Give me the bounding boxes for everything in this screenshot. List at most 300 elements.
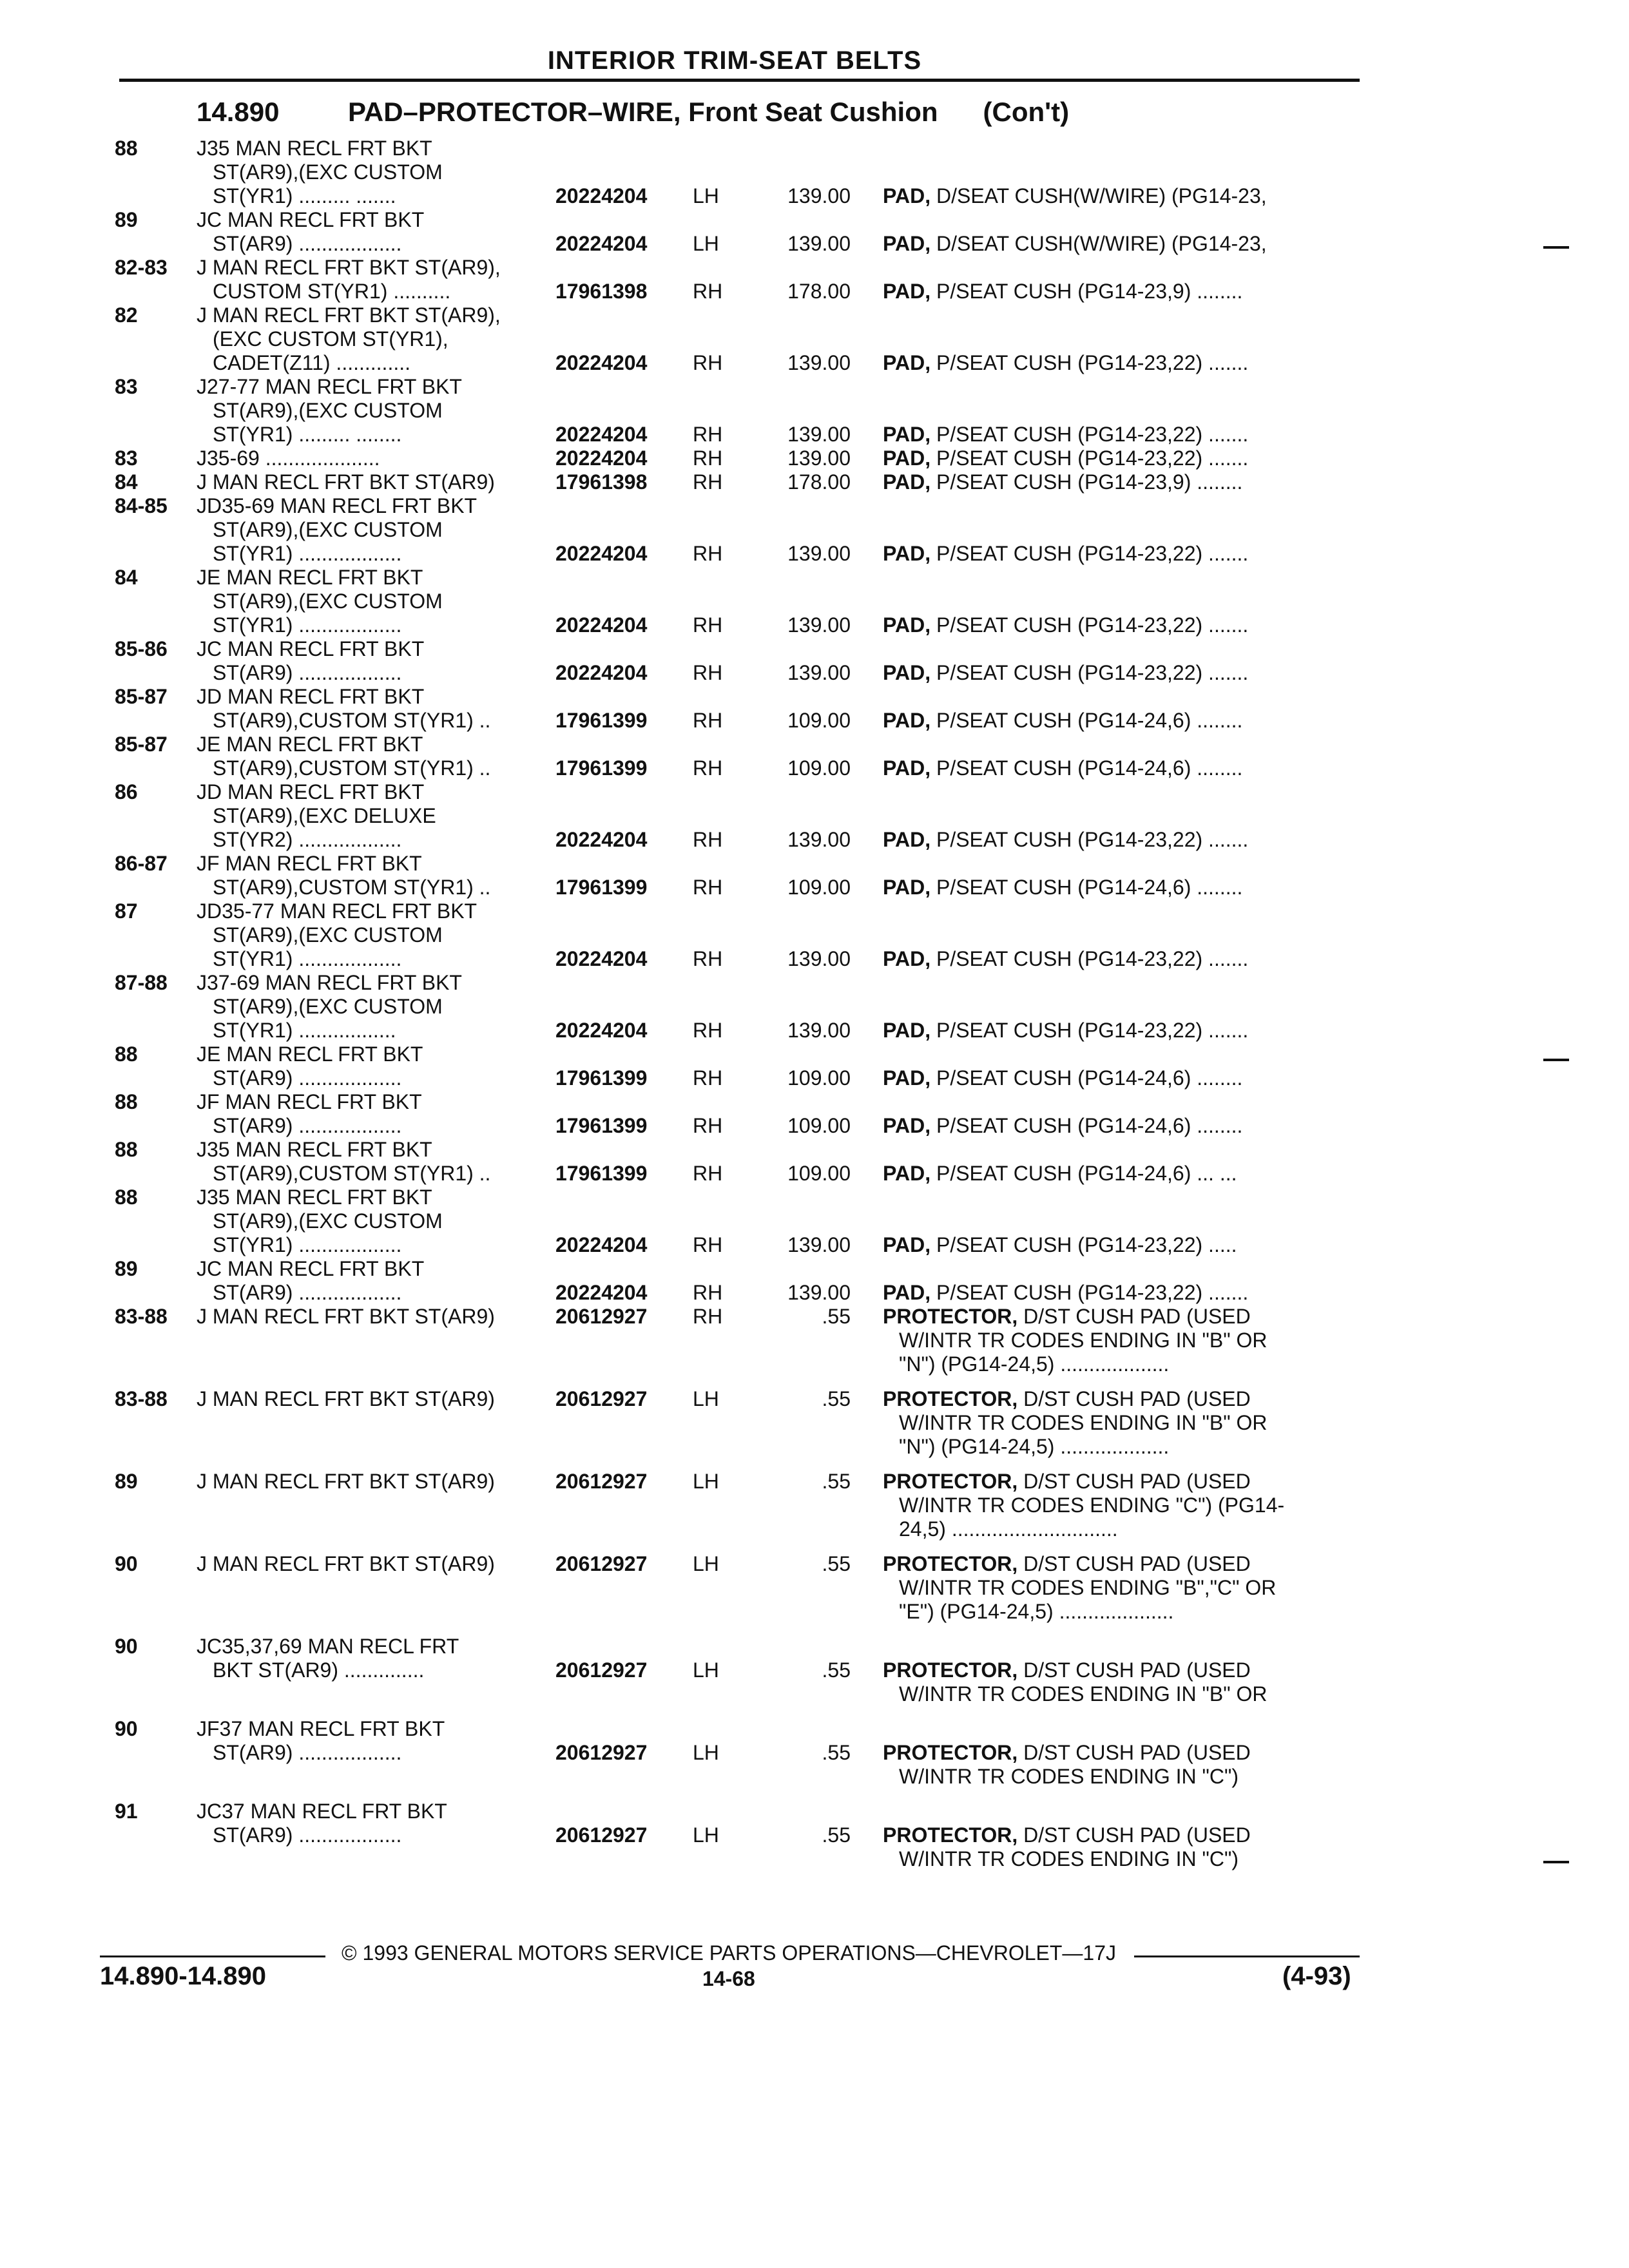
part-description-text: D/ST CUSH PAD (USED [1023, 1823, 1251, 1847]
part-description [899, 1352, 1169, 1376]
entry-line [0, 1658, 1629, 1682]
part-number: 20612927 [555, 1387, 648, 1410]
part-name: PROTECTOR, [883, 1305, 1018, 1328]
parts-entry [0, 1043, 1629, 1090]
application-description: J MAN RECL FRT BKT ST(AR9) [197, 1470, 495, 1493]
entry-line [0, 1682, 1629, 1706]
part-number: 17961398 [555, 470, 648, 494]
application-description: ST(AR9),(EXC DELUXE [213, 804, 436, 827]
part-name: PROTECTOR, [883, 1470, 1018, 1493]
parts-entry [0, 1470, 1629, 1541]
part-description [883, 1281, 1248, 1305]
entry-line [0, 899, 1629, 923]
parts-entry [0, 494, 1629, 566]
list-price: 139.00 [787, 184, 851, 207]
entry-line [0, 1209, 1629, 1233]
entry-line [0, 1233, 1629, 1257]
part-description [899, 1494, 1284, 1517]
list-price: 109.00 [787, 876, 851, 899]
part-number: 20224204 [555, 1019, 648, 1042]
application-description: ST(YR1) ................. [213, 1019, 396, 1042]
part-description-text: "E") (PG14-24,5) .................... [899, 1600, 1174, 1623]
application-description: JE MAN RECL FRT BKT [197, 566, 423, 589]
entry-line [0, 1411, 1629, 1435]
entry-line [0, 1741, 1629, 1765]
parts-entry [0, 1387, 1629, 1459]
side-code: RH [693, 1066, 723, 1090]
part-description [883, 1114, 1242, 1138]
side-code: RH [693, 447, 723, 470]
application-description: J MAN RECL FRT BKT ST(AR9) [197, 1552, 495, 1575]
list-price: 139.00 [787, 232, 851, 255]
part-description [883, 828, 1248, 852]
part-description [883, 613, 1248, 637]
entry-line [0, 923, 1629, 947]
part-description-text: D/SEAT CUSH(W/WIRE) (PG14-23, [936, 184, 1267, 207]
parts-entry [0, 1090, 1629, 1138]
part-description [883, 351, 1248, 375]
part-description-text: D/ST CUSH PAD (USED [1023, 1387, 1251, 1410]
entry-line [0, 1600, 1629, 1624]
figure-number: 85-86 [115, 637, 168, 660]
part-description-text: P/SEAT CUSH (PG14-23,22) ....... [936, 828, 1249, 851]
part-description-text: W/INTR TR CODES ENDING IN "B" OR [899, 1329, 1268, 1352]
part-name: PAD, [883, 542, 931, 565]
application-description: ST(AR9),(EXC CUSTOM [213, 923, 443, 947]
part-name: PAD, [883, 1233, 931, 1256]
entry-line [0, 1717, 1629, 1741]
list-price: 139.00 [787, 351, 851, 374]
part-description-text: P/SEAT CUSH (PG14-23,22) ..... [936, 1233, 1237, 1256]
application-description: ST(AR9),CUSTOM ST(YR1) .. [213, 1162, 491, 1185]
part-number: 20224204 [555, 184, 648, 207]
figure-number: 83 [115, 375, 138, 398]
part-description [883, 876, 1242, 899]
list-price: .55 [822, 1741, 851, 1764]
parts-entry [0, 447, 1629, 470]
application-description: ST(AR9),(EXC CUSTOM [213, 518, 443, 541]
figure-number: 83 [115, 447, 138, 470]
application-description: JD MAN RECL FRT BKT [197, 780, 425, 803]
page-header-title: INTERIOR TRIM-SEAT BELTS [547, 46, 922, 75]
application-description: J MAN RECL FRT BKT ST(AR9) [197, 1305, 495, 1328]
application-description: J35 MAN RECL FRT BKT [197, 137, 432, 160]
figure-number: 89 [115, 1257, 138, 1280]
part-description-text: P/SEAT CUSH (PG14-23,22) ....... [936, 423, 1249, 446]
side-code: RH [693, 1281, 723, 1304]
part-number: 17961399 [555, 709, 648, 732]
figure-number: 90 [115, 1552, 138, 1575]
part-description [883, 1019, 1248, 1043]
list-price: 139.00 [787, 613, 851, 637]
entry-line [0, 137, 1629, 160]
entry-line [0, 184, 1629, 208]
part-description [883, 947, 1248, 971]
entry-spacer [0, 1459, 1629, 1470]
figure-number: 88 [115, 1186, 138, 1209]
part-description-text: P/SEAT CUSH (PG14-23,22) ....... [936, 351, 1249, 374]
parts-entry [0, 566, 1629, 637]
header-rule [119, 79, 1360, 82]
part-description [883, 1233, 1237, 1257]
entry-line [0, 208, 1629, 232]
part-description-text: W/INTR TR CODES ENDING IN "C") [899, 1765, 1239, 1788]
entry-line [0, 971, 1629, 995]
side-code: RH [693, 1305, 723, 1328]
entry-line [0, 852, 1629, 876]
entry-spacer [0, 1624, 1629, 1635]
entry-line [0, 1305, 1629, 1329]
list-price: .55 [822, 1823, 851, 1847]
part-number: 17961399 [555, 1162, 648, 1185]
application-description: ST(AR9),(EXC CUSTOM [213, 995, 443, 1018]
part-description-text: P/SEAT CUSH (PG14-24,6) ........ [936, 709, 1243, 732]
parts-entry [0, 1800, 1629, 1871]
section-heading [197, 97, 1069, 128]
part-description [883, 184, 1267, 208]
entry-line [0, 1043, 1629, 1066]
application-description: ST(AR9) .................. [213, 1823, 402, 1847]
parts-entry [0, 137, 1629, 208]
entry-line [0, 375, 1629, 399]
parts-entry [0, 470, 1629, 494]
part-description [883, 1387, 1251, 1411]
side-code: RH [693, 470, 723, 494]
section-number: 14.890 [197, 97, 280, 127]
application-description: JF37 MAN RECL FRT BKT [197, 1717, 445, 1740]
part-description [899, 1411, 1267, 1435]
side-code: RH [693, 613, 723, 637]
part-name: PAD, [883, 1019, 931, 1042]
figure-number: 86-87 [115, 852, 168, 875]
part-description-text: P/SEAT CUSH (PG14-24,6) ........ [936, 1066, 1243, 1090]
part-description-text: D/ST CUSH PAD (USED [1023, 1741, 1251, 1764]
application-description: JE MAN RECL FRT BKT [197, 1043, 423, 1066]
application-description: ST(YR1) .................. [213, 542, 402, 565]
entry-spacer [0, 1871, 1629, 1882]
part-name: PROTECTOR, [883, 1387, 1018, 1410]
side-code: RH [693, 1233, 723, 1256]
entry-line [0, 494, 1629, 518]
entry-line [0, 613, 1629, 637]
side-code: RH [693, 661, 723, 684]
side-code: RH [693, 876, 723, 899]
application-description: ST(AR9),(EXC CUSTOM [213, 590, 443, 613]
figure-number: 85-87 [115, 733, 168, 756]
entry-line [0, 423, 1629, 447]
side-code: LH [693, 184, 719, 207]
application-description: J MAN RECL FRT BKT ST(AR9) [197, 1387, 495, 1410]
part-description [899, 1517, 1118, 1541]
entry-line [0, 637, 1629, 661]
side-code: RH [693, 423, 723, 446]
margin-mark [1543, 1059, 1569, 1061]
side-code: LH [693, 1741, 719, 1764]
side-code: LH [693, 1658, 719, 1682]
part-description [883, 232, 1267, 256]
application-description: J MAN RECL FRT BKT ST(AR9), [197, 303, 501, 327]
part-number: 17961399 [555, 756, 648, 780]
list-price: 109.00 [787, 1162, 851, 1185]
entry-line [0, 1090, 1629, 1114]
side-code: RH [693, 709, 723, 732]
part-name: PAD, [883, 447, 931, 470]
entry-line [0, 1186, 1629, 1209]
entry-line [0, 1635, 1629, 1658]
application-description: BKT ST(AR9) .............. [213, 1658, 425, 1682]
part-number: 17961399 [555, 876, 648, 899]
entry-line [0, 1257, 1629, 1281]
application-description: ST(YR1) .................. [213, 613, 402, 637]
side-code: RH [693, 1114, 723, 1137]
part-number: 20224204 [555, 447, 648, 470]
figure-number: 88 [115, 1090, 138, 1113]
side-code: RH [693, 542, 723, 565]
application-description: JC MAN RECL FRT BKT [197, 208, 425, 231]
application-description: ST(YR2) .................. [213, 828, 402, 851]
part-description [883, 423, 1248, 447]
entry-line [0, 327, 1629, 351]
side-code: RH [693, 828, 723, 851]
figure-number: 88 [115, 137, 138, 160]
part-description-text: P/SEAT CUSH (PG14-24,6) ... ... [936, 1162, 1237, 1185]
part-name: PROTECTOR, [883, 1552, 1018, 1575]
footer-page-number: 14-68 [702, 1967, 755, 1990]
part-number: 20224204 [555, 613, 648, 637]
part-description-text: P/SEAT CUSH (PG14-23,9) ........ [936, 280, 1243, 303]
figure-number: 83-88 [115, 1305, 168, 1328]
entry-line [0, 1823, 1629, 1847]
entry-line [0, 947, 1629, 971]
part-name: PROTECTOR, [883, 1823, 1018, 1847]
part-description [883, 1066, 1242, 1090]
part-name: PAD, [883, 184, 931, 207]
entry-line [0, 256, 1629, 280]
part-description-text: P/SEAT CUSH (PG14-24,6) ........ [936, 1114, 1243, 1137]
application-description: ST(AR9),CUSTOM ST(YR1) .. [213, 756, 491, 780]
entry-line [0, 1019, 1629, 1043]
part-name: PAD, [883, 661, 931, 684]
part-number: 20224204 [555, 1281, 648, 1304]
entry-line [0, 1765, 1629, 1789]
part-description [883, 470, 1242, 494]
figure-number: 90 [115, 1635, 138, 1658]
part-number: 20224204 [555, 423, 648, 446]
list-price: 139.00 [787, 947, 851, 970]
figure-number: 90 [115, 1717, 138, 1740]
part-name: PAD, [883, 423, 931, 446]
entry-line [0, 351, 1629, 375]
part-description [883, 447, 1248, 470]
application-description: ST(YR1) .................. [213, 947, 402, 970]
entry-line [0, 1114, 1629, 1138]
application-description: ST(AR9),CUSTOM ST(YR1) .. [213, 709, 491, 732]
part-name: PAD, [883, 709, 931, 732]
entry-line [0, 876, 1629, 899]
list-price: 139.00 [787, 423, 851, 446]
part-number: 17961399 [555, 1114, 648, 1137]
parts-entry [0, 1717, 1629, 1789]
part-description-text: W/INTR TR CODES ENDING IN "B" OR [899, 1411, 1268, 1434]
part-description [883, 1552, 1251, 1576]
part-description-text: "N") (PG14-24,5) ................... [899, 1435, 1170, 1458]
figure-number: 85-87 [115, 685, 168, 708]
application-description: ST(AR9) .................. [213, 232, 402, 255]
entry-line [0, 590, 1629, 613]
application-description: ST(AR9),(EXC CUSTOM [213, 1209, 443, 1233]
parts-entry [0, 1635, 1629, 1706]
part-name: PAD, [883, 1114, 931, 1137]
entry-line [0, 733, 1629, 756]
parts-entry [0, 971, 1629, 1043]
application-description: J35-69 .................... [197, 447, 380, 470]
entry-line [0, 804, 1629, 828]
side-code: RH [693, 280, 723, 303]
part-description-text: P/SEAT CUSH (PG14-23,22) ....... [936, 1019, 1249, 1042]
part-description-text: D/SEAT CUSH(W/WIRE) (PG14-23, [936, 232, 1267, 255]
figure-number: 84 [115, 566, 138, 589]
part-description-text: P/SEAT CUSH (PG14-23,22) ....... [936, 542, 1249, 565]
application-description: ST(YR1) ......... ........ [213, 423, 402, 446]
application-description: JC MAN RECL FRT BKT [197, 1257, 425, 1280]
margin-mark [1543, 246, 1569, 249]
entry-line [0, 1387, 1629, 1411]
entry-line [0, 1329, 1629, 1352]
footer-rule-right [1134, 1956, 1360, 1957]
footer-revision-date: (4-93) [1282, 1962, 1351, 1990]
figure-number: 87 [115, 899, 138, 923]
entry-line [0, 1847, 1629, 1871]
side-code: RH [693, 756, 723, 780]
parts-entry [0, 1552, 1629, 1624]
side-code: RH [693, 1019, 723, 1042]
part-description [883, 280, 1242, 303]
application-description: J27-77 MAN RECL FRT BKT [197, 375, 462, 398]
entry-line [0, 1435, 1629, 1459]
entry-spacer [0, 1789, 1629, 1800]
entry-line [0, 1517, 1629, 1541]
part-description [899, 1329, 1267, 1352]
entry-line [0, 1576, 1629, 1600]
side-code: RH [693, 1162, 723, 1185]
part-description-text: 24,5) ............................. [899, 1517, 1118, 1541]
application-description: JF MAN RECL FRT BKT [197, 1090, 422, 1113]
entry-line [0, 685, 1629, 709]
figure-number: 82 [115, 303, 138, 327]
part-number: 20612927 [555, 1470, 648, 1493]
application-description: ST(AR9) .................. [213, 1741, 402, 1764]
entry-line [0, 1138, 1629, 1162]
entry-line [0, 1470, 1629, 1494]
application-description: JE MAN RECL FRT BKT [197, 733, 423, 756]
part-description [899, 1682, 1267, 1706]
figure-number: 87-88 [115, 971, 168, 994]
application-description: ST(YR1) ......... ....... [213, 184, 396, 207]
part-description [899, 1435, 1169, 1459]
part-name: PAD, [883, 947, 931, 970]
part-number: 20224204 [555, 232, 648, 255]
side-code: RH [693, 351, 723, 374]
application-description: ST(AR9) .................. [213, 1281, 402, 1304]
figure-number: 88 [115, 1138, 138, 1161]
application-description: CADET(Z11) ............. [213, 351, 410, 374]
part-description [883, 1658, 1251, 1682]
list-price: 109.00 [787, 709, 851, 732]
part-number: 20224204 [555, 1233, 648, 1256]
list-price: 109.00 [787, 1114, 851, 1137]
application-description: ST(AR9) .................. [213, 661, 402, 684]
side-code: LH [693, 1823, 719, 1847]
application-description: JC37 MAN RECL FRT BKT [197, 1800, 447, 1823]
figure-number: 82-83 [115, 256, 168, 279]
margin-mark [1543, 1861, 1569, 1863]
list-price: 139.00 [787, 828, 851, 851]
application-description: JD MAN RECL FRT BKT [197, 685, 425, 708]
list-price: 139.00 [787, 542, 851, 565]
part-number: 20224204 [555, 661, 648, 684]
part-description [883, 542, 1248, 566]
application-description: JC35,37,69 MAN RECL FRT [197, 1635, 459, 1658]
part-description [899, 1576, 1276, 1600]
list-price: 178.00 [787, 280, 851, 303]
side-code: LH [693, 1387, 719, 1410]
parts-entry [0, 1186, 1629, 1257]
application-description: CUSTOM ST(YR1) .......... [213, 280, 451, 303]
entry-spacer [0, 1706, 1629, 1717]
list-price: 139.00 [787, 1019, 851, 1042]
part-number: 20612927 [555, 1305, 648, 1328]
part-number: 20612927 [555, 1552, 648, 1575]
section-title: PAD–PROTECTOR–WIRE, Front Seat Cushion [348, 97, 938, 127]
list-price: 139.00 [787, 447, 851, 470]
figure-number: 91 [115, 1800, 138, 1823]
application-description: JD35-77 MAN RECL FRT BKT [197, 899, 477, 923]
parts-entry [0, 780, 1629, 852]
part-name: PAD, [883, 1281, 931, 1304]
list-price: 139.00 [787, 1281, 851, 1304]
application-description: J35 MAN RECL FRT BKT [197, 1186, 432, 1209]
part-description-text: W/INTR TR CODES ENDING "B","C" OR [899, 1576, 1277, 1599]
part-number: 20224204 [555, 351, 648, 374]
entry-line [0, 1552, 1629, 1576]
application-description: JF MAN RECL FRT BKT [197, 852, 422, 875]
entry-line [0, 303, 1629, 327]
part-name: PAD, [883, 1162, 931, 1185]
application-description: ST(AR9),(EXC CUSTOM [213, 399, 443, 422]
part-name: PAD, [883, 756, 931, 780]
entry-line [0, 280, 1629, 303]
figure-number: 88 [115, 1043, 138, 1066]
application-description: ST(AR9),CUSTOM ST(YR1) .. [213, 876, 491, 899]
parts-entry [0, 852, 1629, 899]
parts-entry [0, 685, 1629, 733]
list-price: .55 [822, 1305, 851, 1328]
side-code: LH [693, 1470, 719, 1493]
application-description: ST(AR9) .................. [213, 1114, 402, 1137]
list-price: .55 [822, 1552, 851, 1575]
entry-line [0, 828, 1629, 852]
list-price: .55 [822, 1658, 851, 1682]
figure-number: 86 [115, 780, 138, 803]
parts-entry [0, 1138, 1629, 1186]
parts-entry [0, 637, 1629, 685]
part-number: 20224204 [555, 542, 648, 565]
entry-line [0, 470, 1629, 494]
application-description: ST(YR1) .................. [213, 1233, 402, 1256]
part-description [883, 1162, 1237, 1186]
part-description-text: D/ST CUSH PAD (USED [1023, 1305, 1251, 1328]
entry-line [0, 232, 1629, 256]
